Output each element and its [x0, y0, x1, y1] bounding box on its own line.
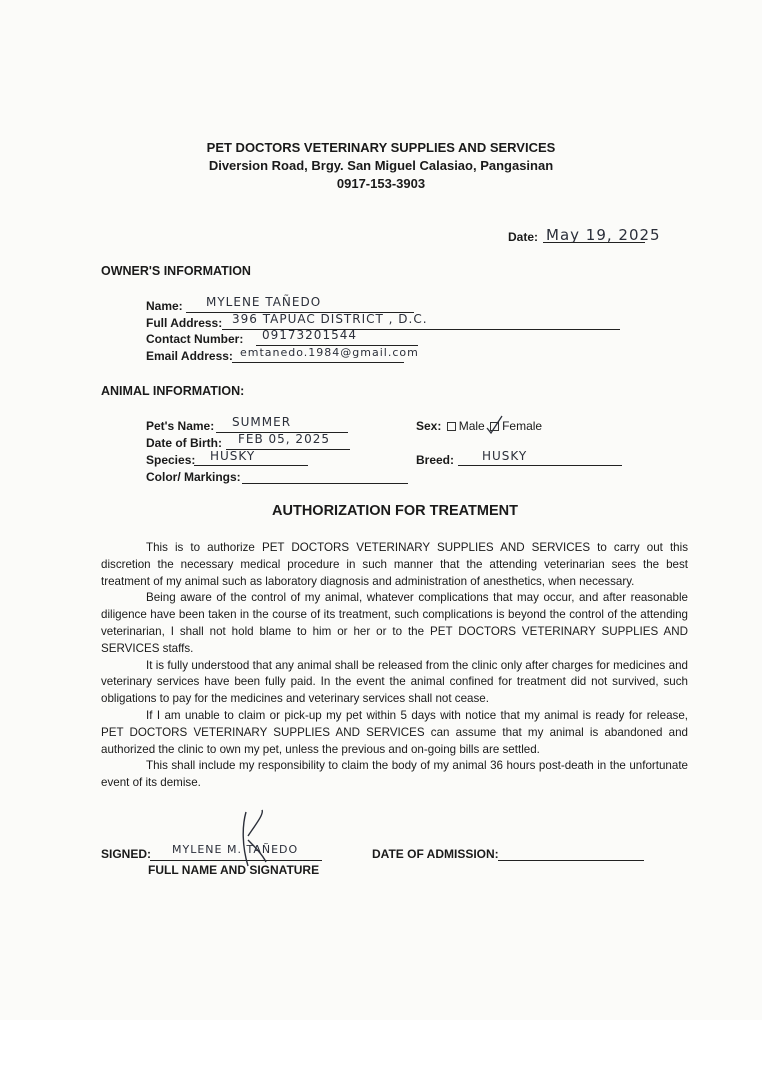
- color-line: [242, 483, 408, 484]
- authorization-paragraph: If I am unable to claim or pick-up my pet within 5 days with notice that my animal is ready for release, PET DOCTORS VETERINARY SUPPLIES AND SERVICES can assume that my animal is abandoned and authorized the clinic to own my pet, unless the previous and on-going bills are settled.: [101, 708, 688, 756]
- authorization-paragraph: This is to authorize PET DOCTORS VETERINARY SUPPLIES AND SERVICES to carry out this discretion the necessary medical procedure in such manner that the attending veterinarian sees the best treatment of my animal such as laboratory diagnosis and administration of anesthetics, when necessary.: [101, 541, 688, 588]
- pet-name-label: Pet's Name:: [146, 419, 215, 433]
- dob-value: FEB 05, 2025: [238, 432, 330, 446]
- sex-field: [416, 419, 542, 433]
- owner-address-label: Full Address:: [146, 316, 223, 330]
- owner-contact-value: 09173201544: [262, 328, 357, 342]
- date-value: May 19, 2025: [546, 226, 661, 244]
- species-label: Species:: [146, 453, 196, 467]
- company-address: Diversion Road, Brgy. San Miguel Calasiao, Pangasinan: [208, 158, 554, 173]
- animal-section-title: ANIMAL INFORMATION:: [101, 384, 245, 398]
- breed-label: Breed:: [416, 453, 455, 467]
- owner-email-label: Email Address:: [146, 349, 233, 363]
- admission-line: [498, 860, 644, 861]
- owner-address-value: 396 TAPUAC DISTRICT , D.C.: [232, 312, 428, 326]
- signed-label: SIGNED:: [101, 847, 152, 861]
- owner-section-title: OWNER'S INFORMATION: [101, 264, 251, 278]
- admission-label: DATE OF ADMISSION:: [372, 847, 499, 861]
- sex-label: Sex:: [416, 419, 442, 433]
- date-label: Date:: [508, 230, 539, 244]
- owner-name-label: Name:: [146, 299, 183, 313]
- male-checkbox[interactable]: [447, 422, 456, 431]
- signature-caption: FULL NAME AND SIGNATURE: [148, 863, 320, 877]
- owner-email-value: emtanedo.1984@gmail.com: [240, 346, 419, 359]
- color-label: Color/ Markings:: [146, 470, 241, 484]
- company-phone: 0917-153-3903: [336, 176, 426, 191]
- authorization-title: AUTHORIZATION FOR TREATMENT: [272, 503, 518, 519]
- letterhead: [0, 139, 762, 193]
- signed-name-value: MYLENE M. TAÑEDO: [172, 843, 299, 856]
- date-line: [543, 242, 645, 243]
- company-name: PET DOCTORS VETERINARY SUPPLIES AND SERVICES: [206, 140, 556, 155]
- authorization-body: [101, 540, 688, 792]
- breed-line: [458, 465, 622, 466]
- owner-email-line: [232, 362, 404, 363]
- male-label: Male: [458, 419, 485, 433]
- owner-name-value: MYLENE TAÑEDO: [206, 295, 322, 309]
- species-line: [194, 465, 308, 466]
- female-check-mark-icon: [484, 414, 504, 436]
- authorization-paragraph: Being aware of the control of my animal, whatever complications that may occur, and after reasonable diligence have been taken in the course of its treatment, such complications is beyond the control of the attending veterinarian, I shall not hold blame to him or her or to the PET DOCTORS VETERINARY SUPPLIES AND SERVICES staffs.: [101, 591, 688, 655]
- authorization-paragraph: This shall include my responsibility to claim the body of my animal 36 hours post-death in the unfortunate event of its demise.: [101, 759, 688, 790]
- female-label: Female: [502, 419, 543, 433]
- dob-label: Date of Birth:: [146, 436, 222, 450]
- authorization-paragraph: It is fully understood that any animal shall be released from the clinic only after charges for medicines and veterinary services have been fully paid. In the event the animal confined for treatment did not survived, such obligations to pay for the medicines and veterinary services shall not cease.: [101, 658, 688, 706]
- species-value: HUSKY: [210, 449, 256, 463]
- breed-value: HUSKY: [482, 449, 528, 463]
- scan-margin: [0, 1020, 762, 1080]
- pet-name-value: SUMMER: [232, 415, 292, 429]
- owner-contact-label: Contact Number:: [146, 332, 244, 346]
